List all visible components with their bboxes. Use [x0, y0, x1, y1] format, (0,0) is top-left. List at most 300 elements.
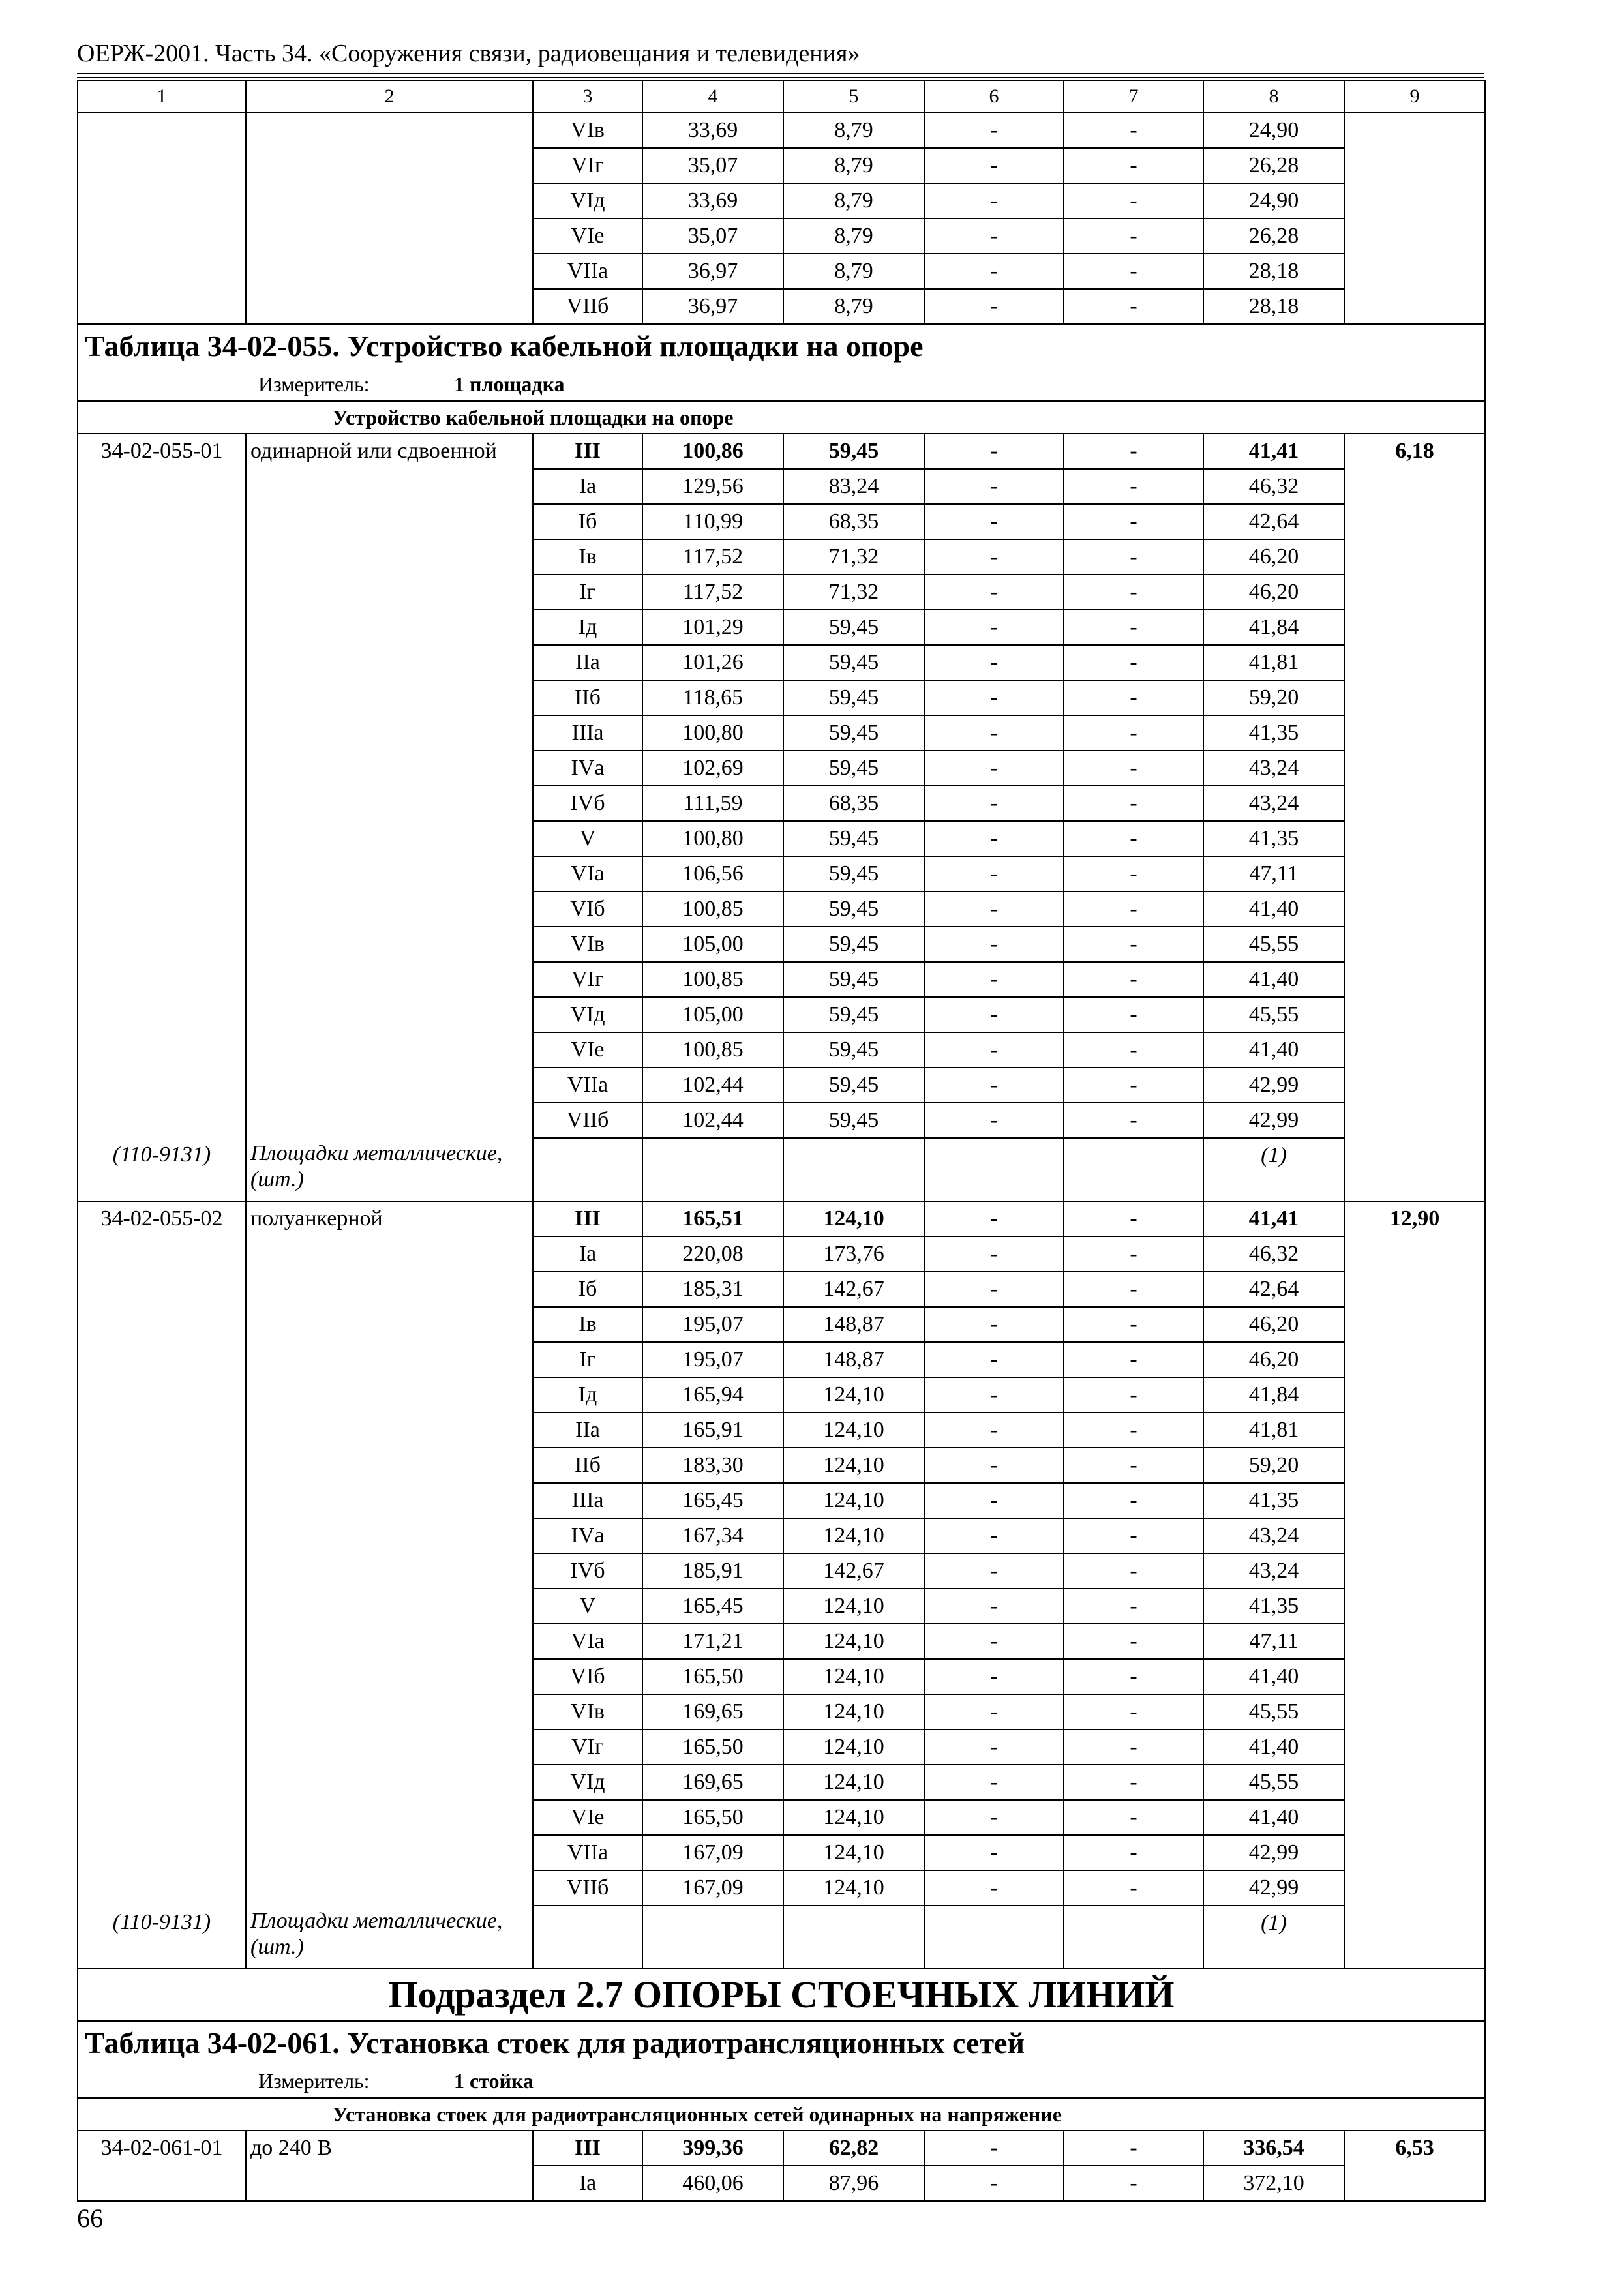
material-row [78, 1138, 1485, 1201]
table2-unit-row [78, 2065, 1485, 2098]
item-code [78, 751, 246, 786]
value-cell: 59,45 [783, 434, 924, 469]
item-description [246, 1032, 533, 1068]
item-description [246, 1800, 533, 1835]
item-code [78, 680, 246, 715]
value-cell: - [1064, 113, 1203, 148]
value-cell: 101,29 [642, 610, 783, 645]
col9-cell: 6,53 [1344, 2131, 1485, 2166]
value-cell: - [1064, 183, 1203, 218]
value-cell: Ia [533, 1236, 642, 1272]
value-cell: - [1064, 1800, 1203, 1835]
col9-cell [1344, 1765, 1485, 1800]
item-code [78, 962, 246, 997]
value-cell: 167,34 [642, 1518, 783, 1553]
item-code [78, 1413, 246, 1448]
table-row [78, 891, 1485, 927]
value-cell: 124,10 [783, 1483, 924, 1518]
value-cell: 47,11 [1203, 856, 1344, 891]
value-cell: 129,56 [642, 469, 783, 504]
value-cell: - [924, 1870, 1064, 1906]
item-code [78, 786, 246, 821]
table1-unit-row [78, 368, 1485, 401]
table-row [78, 1413, 1485, 1448]
value-cell: - [924, 1342, 1064, 1377]
code-cell [78, 218, 246, 254]
value-cell: 41,40 [1203, 1032, 1344, 1068]
value-cell: 43,24 [1203, 1553, 1344, 1589]
item-code [78, 715, 246, 751]
value-cell: 195,07 [642, 1342, 783, 1377]
value-cell: 399,36 [642, 2131, 783, 2166]
code-cell [78, 183, 246, 218]
table-row [78, 821, 1485, 856]
value-cell: 167,09 [642, 1870, 783, 1906]
value-cell: - [1064, 539, 1203, 575]
value-cell: VIд [533, 997, 642, 1032]
value-cell [924, 1906, 1064, 1969]
item-code [78, 2166, 246, 2201]
value-cell: IIIа [533, 1483, 642, 1518]
value-cell: 28,18 [1203, 289, 1344, 324]
column-number: 7 [1064, 80, 1203, 113]
col9-cell [1344, 1307, 1485, 1342]
table-row [78, 1272, 1485, 1307]
value-cell: - [1064, 2131, 1203, 2166]
value-cell: 59,45 [783, 927, 924, 962]
value-cell: - [924, 786, 1064, 821]
value-cell: 41,41 [1203, 1201, 1344, 1236]
item-code [78, 1068, 246, 1103]
unit-label: Измеритель: [258, 2069, 370, 2093]
value-cell: 36,97 [642, 254, 783, 289]
value-cell: 59,45 [783, 891, 924, 927]
item-description [246, 1729, 533, 1765]
table2-subheading-row [78, 2098, 1485, 2131]
value-cell: 8,79 [783, 113, 924, 148]
table2-subheading: Установка стоек для радиотрансляционных сетей одинарных на напряжение [78, 2098, 1485, 2131]
table-row [78, 1765, 1485, 1800]
column-number: 8 [1203, 80, 1344, 113]
value-cell [783, 1138, 924, 1201]
col9-cell [1344, 1906, 1485, 1969]
item-code [78, 1765, 246, 1800]
value-cell: VIг [533, 148, 642, 183]
col9-cell [1344, 1553, 1485, 1589]
table-row [78, 856, 1485, 891]
value-cell: 124,10 [783, 1624, 924, 1659]
table-row [78, 1589, 1485, 1624]
item-code [78, 504, 246, 539]
item-description [246, 1589, 533, 1624]
value-cell: - [924, 645, 1064, 680]
col9-cell [1344, 1659, 1485, 1694]
value-cell: - [924, 821, 1064, 856]
item-code [78, 1659, 246, 1694]
material-description: Площадки металлические, (шт.) [246, 1138, 533, 1201]
item-description [246, 1553, 533, 1589]
value-cell: - [924, 469, 1064, 504]
item-code [78, 1272, 246, 1307]
value-cell: 173,76 [783, 1236, 924, 1272]
value-cell: 59,45 [783, 962, 924, 997]
item-code [78, 1589, 246, 1624]
value-cell: IVб [533, 1553, 642, 1589]
item-description [246, 1103, 533, 1138]
item-description [246, 715, 533, 751]
section-title-row [78, 1969, 1485, 2021]
table-row [78, 1694, 1485, 1729]
value-cell: 42,99 [1203, 1870, 1344, 1906]
value-cell: 165,91 [642, 1413, 783, 1448]
material-qty: (1) [1203, 1138, 1344, 1201]
table-row [78, 997, 1485, 1032]
value-cell: - [924, 1659, 1064, 1694]
col9-cell [1344, 183, 1485, 218]
value-cell [783, 1906, 924, 1969]
value-cell: 101,26 [642, 645, 783, 680]
value-cell: 42,64 [1203, 1272, 1344, 1307]
value-cell: 59,45 [783, 1032, 924, 1068]
value-cell: - [924, 1835, 1064, 1870]
item-code [78, 821, 246, 856]
item-code [78, 1694, 246, 1729]
col9-cell [1344, 1518, 1485, 1553]
value-cell: - [1064, 1236, 1203, 1272]
value-cell: - [924, 289, 1064, 324]
item-description [246, 786, 533, 821]
col9-cell [1344, 1377, 1485, 1413]
value-cell [924, 1138, 1064, 1201]
value-cell: 46,32 [1203, 469, 1344, 504]
table-row [78, 1483, 1485, 1518]
table-row [78, 1624, 1485, 1659]
value-cell: - [924, 1032, 1064, 1068]
value-cell: III [533, 434, 642, 469]
item-code: 34-02-055-02 [78, 1201, 246, 1236]
value-cell [642, 1138, 783, 1201]
col9-cell [1344, 469, 1485, 504]
material-code: (110-9131) [78, 1906, 246, 1969]
item-code [78, 1518, 246, 1553]
value-cell: - [924, 997, 1064, 1032]
item-description: полуанкерной [246, 1201, 533, 1236]
table-row [78, 2131, 1485, 2166]
value-cell [533, 1906, 642, 1969]
value-cell: - [1064, 1765, 1203, 1800]
item-description [246, 1068, 533, 1103]
value-cell: - [1064, 289, 1203, 324]
item-code [78, 1236, 246, 1272]
value-cell: 33,69 [642, 113, 783, 148]
value-cell: Iг [533, 1342, 642, 1377]
value-cell: - [924, 927, 1064, 962]
value-cell: VIа [533, 1624, 642, 1659]
value-cell: VIIа [533, 1068, 642, 1103]
table-row [78, 1870, 1485, 1906]
item-description: одинарной или сдвоенной [246, 434, 533, 469]
value-cell: 41,84 [1203, 610, 1344, 645]
value-cell: 142,67 [783, 1272, 924, 1307]
value-cell: 372,10 [1203, 2166, 1344, 2201]
value-cell: 41,40 [1203, 1729, 1344, 1765]
item-description [246, 1870, 533, 1906]
value-cell: 41,35 [1203, 1589, 1344, 1624]
value-cell: 124,10 [783, 1413, 924, 1448]
value-cell: - [1064, 927, 1203, 962]
value-cell: 167,09 [642, 1835, 783, 1870]
value-cell: VIд [533, 183, 642, 218]
value-cell: VIв [533, 927, 642, 962]
value-cell: V [533, 1589, 642, 1624]
value-cell: 41,35 [1203, 1483, 1344, 1518]
value-cell: 59,45 [783, 1103, 924, 1138]
value-cell: 41,35 [1203, 715, 1344, 751]
value-cell: 165,45 [642, 1483, 783, 1518]
value-cell: - [1064, 821, 1203, 856]
table-row [78, 751, 1485, 786]
desc-cell [246, 113, 533, 148]
value-cell: Iб [533, 504, 642, 539]
col9-cell [1344, 1694, 1485, 1729]
value-cell: V [533, 821, 642, 856]
table-row [78, 927, 1485, 962]
item-description [246, 1624, 533, 1659]
value-cell: - [924, 962, 1064, 997]
value-cell: 45,55 [1203, 997, 1344, 1032]
col9-cell [1344, 539, 1485, 575]
table-row [78, 610, 1485, 645]
table-row [78, 680, 1485, 715]
value-cell: 83,24 [783, 469, 924, 504]
item-description [246, 680, 533, 715]
desc-cell [246, 183, 533, 218]
value-cell: 105,00 [642, 927, 783, 962]
value-cell: 185,31 [642, 1272, 783, 1307]
value-cell [1064, 1906, 1203, 1969]
value-cell: - [924, 1589, 1064, 1624]
value-cell [1064, 1138, 1203, 1201]
value-cell: - [924, 1236, 1064, 1272]
value-cell: - [1064, 218, 1203, 254]
item-code [78, 1835, 246, 1870]
col9-cell [1344, 962, 1485, 997]
table-row [78, 1103, 1485, 1138]
table-row [78, 1201, 1485, 1236]
value-cell: IIа [533, 645, 642, 680]
value-cell: 42,99 [1203, 1068, 1344, 1103]
material-description: Площадки металлические, (шт.) [246, 1906, 533, 1969]
item-code [78, 539, 246, 575]
value-cell: 117,52 [642, 575, 783, 610]
table-row [78, 1448, 1485, 1483]
table-row [78, 1659, 1485, 1694]
value-cell: 183,30 [642, 1448, 783, 1483]
table1-subheading: Устройство кабельной площадки на опоре [78, 401, 1485, 434]
value-cell: VIд [533, 1765, 642, 1800]
item-description [246, 469, 533, 504]
running-header: ОЕРЖ-2001. Часть 34. «Сооружения связи, радиовещания и телевидения» [77, 40, 860, 67]
value-cell: - [1064, 1553, 1203, 1589]
table-row [78, 575, 1485, 610]
table-row [78, 715, 1485, 751]
value-cell: - [1064, 1448, 1203, 1483]
item-description [246, 1694, 533, 1729]
item-description [246, 575, 533, 610]
value-cell: - [1064, 575, 1203, 610]
value-cell: 165,50 [642, 1659, 783, 1694]
item-description: до 240 В [246, 2131, 533, 2166]
value-cell: - [1064, 1103, 1203, 1138]
value-cell: 33,69 [642, 183, 783, 218]
value-cell: 46,20 [1203, 575, 1344, 610]
material-row [78, 1906, 1485, 1969]
table-row [78, 1032, 1485, 1068]
value-cell: VIг [533, 962, 642, 997]
value-cell: 124,10 [783, 1518, 924, 1553]
value-cell: - [1064, 1659, 1203, 1694]
item-description [246, 856, 533, 891]
value-cell: 102,44 [642, 1103, 783, 1138]
value-cell: 118,65 [642, 680, 783, 715]
column-number: 1 [78, 80, 246, 113]
item-code [78, 1729, 246, 1765]
col9-cell [1344, 1870, 1485, 1906]
desc-cell [246, 148, 533, 183]
value-cell: - [1064, 1307, 1203, 1342]
item-code [78, 1800, 246, 1835]
value-cell: IIIа [533, 715, 642, 751]
page-number: 66 [77, 2204, 103, 2233]
value-cell: 59,20 [1203, 1448, 1344, 1483]
value-cell: - [924, 1729, 1064, 1765]
value-cell: - [924, 2166, 1064, 2201]
value-cell: - [1064, 1377, 1203, 1413]
value-cell: - [1064, 2166, 1203, 2201]
value-cell: 24,90 [1203, 183, 1344, 218]
col9-cell [1344, 1068, 1485, 1103]
value-cell: - [924, 1272, 1064, 1307]
value-cell: - [924, 1103, 1064, 1138]
value-cell: 46,32 [1203, 1236, 1344, 1272]
value-cell: - [1064, 1483, 1203, 1518]
value-cell: IVа [533, 1518, 642, 1553]
item-description [246, 1765, 533, 1800]
value-cell: III [533, 1201, 642, 1236]
column-number: 3 [533, 80, 642, 113]
value-cell: 59,45 [783, 751, 924, 786]
unit-label: Измеритель: [258, 372, 370, 396]
value-cell: 100,85 [642, 962, 783, 997]
value-cell: IIб [533, 680, 642, 715]
value-cell: - [1064, 1032, 1203, 1068]
value-cell: 165,50 [642, 1800, 783, 1835]
col9-cell [1344, 1448, 1485, 1483]
value-cell: 62,82 [783, 2131, 924, 2166]
table-row [78, 962, 1485, 997]
value-cell: VIб [533, 891, 642, 927]
value-cell: - [1064, 434, 1203, 469]
item-code [78, 645, 246, 680]
value-cell: VIIб [533, 289, 642, 324]
value-cell: 124,10 [783, 1870, 924, 1906]
value-cell: 100,85 [642, 891, 783, 927]
value-cell: IIа [533, 1413, 642, 1448]
value-cell: 124,10 [783, 1765, 924, 1800]
value-cell: 8,79 [783, 218, 924, 254]
value-cell: 165,50 [642, 1729, 783, 1765]
value-cell: 59,45 [783, 610, 924, 645]
value-cell: VIб [533, 1659, 642, 1694]
value-cell: - [924, 1307, 1064, 1342]
value-cell: - [924, 610, 1064, 645]
value-cell: 102,44 [642, 1068, 783, 1103]
item-code [78, 1553, 246, 1589]
value-cell: - [1064, 1624, 1203, 1659]
table-row [78, 645, 1485, 680]
col9-cell [1344, 680, 1485, 715]
item-description [246, 1307, 533, 1342]
value-cell: - [1064, 1518, 1203, 1553]
item-description [246, 891, 533, 927]
value-cell: 28,18 [1203, 254, 1344, 289]
value-cell: 87,96 [783, 2166, 924, 2201]
value-cell: 43,24 [1203, 751, 1344, 786]
table-row [78, 289, 1485, 324]
value-cell: - [924, 1201, 1064, 1236]
item-code [78, 1483, 246, 1518]
value-cell: 41,40 [1203, 1659, 1344, 1694]
col9-cell [1344, 1138, 1485, 1201]
item-description [246, 997, 533, 1032]
item-description [246, 539, 533, 575]
col9-cell [1344, 218, 1485, 254]
value-cell: III [533, 2131, 642, 2166]
value-cell: - [924, 2131, 1064, 2166]
value-cell: - [1064, 751, 1203, 786]
value-cell: 165,94 [642, 1377, 783, 1413]
value-cell: 165,45 [642, 1589, 783, 1624]
value-cell: - [924, 1765, 1064, 1800]
value-cell: 46,20 [1203, 539, 1344, 575]
item-description [246, 1448, 533, 1483]
value-cell: 100,85 [642, 1032, 783, 1068]
table-row [78, 1377, 1485, 1413]
item-code [78, 610, 246, 645]
col9-cell [1344, 1483, 1485, 1518]
value-cell: VIIб [533, 1103, 642, 1138]
item-description [246, 751, 533, 786]
value-cell: 169,65 [642, 1765, 783, 1800]
value-cell: - [924, 751, 1064, 786]
code-cell [78, 289, 246, 324]
value-cell: - [1064, 715, 1203, 751]
value-cell: 45,55 [1203, 927, 1344, 962]
item-code [78, 1307, 246, 1342]
value-cell: - [924, 148, 1064, 183]
col9-cell [1344, 1032, 1485, 1068]
value-cell: - [924, 856, 1064, 891]
value-cell: 41,40 [1203, 891, 1344, 927]
col9-cell [1344, 1729, 1485, 1765]
code-cell [78, 113, 246, 148]
value-cell: 148,87 [783, 1342, 924, 1377]
value-cell: 8,79 [783, 183, 924, 218]
value-cell: 124,10 [783, 1448, 924, 1483]
value-cell: VIа [533, 856, 642, 891]
value-cell: 68,35 [783, 504, 924, 539]
col9-cell [1344, 254, 1485, 289]
